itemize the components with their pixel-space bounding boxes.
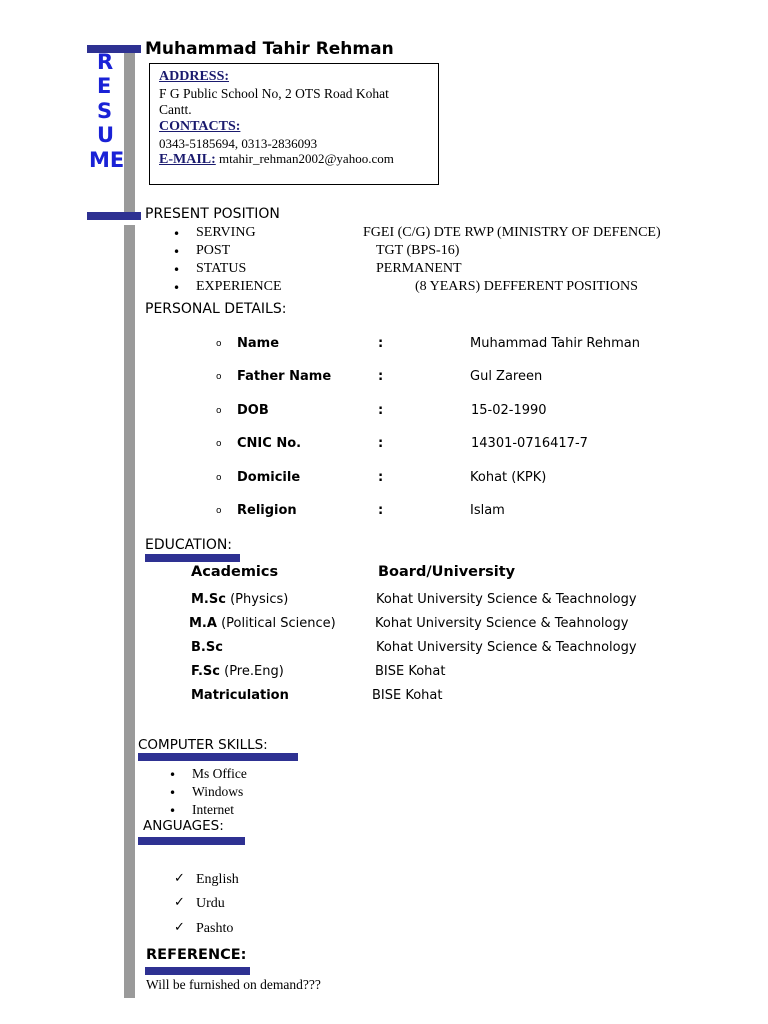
- bullet: •: [173, 263, 181, 277]
- resume-letter-u: U: [97, 123, 115, 147]
- education-board: BISE Kohat: [375, 664, 446, 679]
- phone-numbers: 0343-5185694, 0313-2836093: [159, 136, 318, 151]
- subject: (Pre.Eng): [224, 664, 284, 679]
- bullet: •: [173, 245, 181, 259]
- degree: M.Sc: [191, 592, 226, 607]
- circle-bullet: o: [216, 439, 222, 449]
- position-value-experience: (8 YEARS) DEFFERENT POSITIONS: [415, 279, 638, 294]
- personal-value: Kohat (KPK): [470, 470, 547, 485]
- personal-label: Name: [237, 336, 280, 351]
- reference-heading: REFERENCE:: [146, 947, 247, 963]
- education-row: [191, 664, 284, 679]
- address-line-1: F G Public School No, 2 OTS Road Kohat: [159, 86, 389, 101]
- education-col-academics: Academics: [191, 564, 279, 580]
- checkmark-icon: ✓: [174, 871, 185, 886]
- personal-row: [0, 369, 768, 389]
- personal-label: Religion: [237, 503, 297, 518]
- degree: M.A: [189, 616, 217, 631]
- candidate-name: Muhammad Tahir Rehman: [145, 39, 394, 59]
- education-accent-bar: [145, 554, 240, 562]
- skill-item: Internet: [192, 802, 234, 817]
- bullet: •: [169, 768, 177, 782]
- personal-value: 14301-0716417-7: [471, 436, 588, 451]
- resume-letter-e: E: [97, 74, 112, 98]
- position-label-serving: SERVING: [196, 225, 256, 240]
- bullet: •: [169, 786, 177, 800]
- education-board: Kohat University Science & Teahnology: [375, 616, 629, 631]
- checkmark-icon: ✓: [174, 920, 185, 935]
- personal-separator: :: [378, 503, 384, 518]
- education-col-board: Board/University: [378, 564, 516, 580]
- contacts-label: CONTACTS:: [159, 119, 241, 134]
- position-value-serving: FGEI (C/G) DTE RWP (MINISTRY OF DEFENCE): [363, 225, 661, 240]
- personal-details-heading: PERSONAL DETAILS:: [145, 301, 287, 317]
- position-label-experience: EXPERIENCE: [196, 279, 282, 294]
- personal-label: CNIC No.: [237, 436, 302, 451]
- subject: (Physics): [230, 592, 289, 607]
- education-row: [189, 616, 336, 631]
- personal-label: DOB: [237, 403, 269, 418]
- personal-label: Father Name: [237, 369, 332, 384]
- personal-value: Muhammad Tahir Rehman: [470, 336, 640, 351]
- email-line: [159, 151, 394, 168]
- email-label: E-MAIL:: [159, 152, 216, 167]
- circle-bullet: o: [216, 473, 222, 483]
- address-label: ADDRESS:: [159, 69, 230, 84]
- education-board: Kohat University Science & Teachnology: [376, 640, 637, 655]
- header-accent-bar: [87, 45, 141, 53]
- personal-row: [0, 470, 768, 490]
- skills-accent-bar: [138, 753, 298, 761]
- education-row: [191, 688, 289, 703]
- education-heading: EDUCATION:: [145, 537, 233, 553]
- circle-bullet: o: [216, 372, 222, 382]
- position-label-post: POST: [196, 243, 231, 258]
- computer-skills-heading: COMPUTER SKILLS:: [138, 737, 268, 751]
- personal-separator: :: [378, 470, 384, 485]
- present-position-heading: PRESENT POSITION: [145, 206, 280, 222]
- reference-accent-bar: [145, 967, 250, 975]
- personal-value: Islam: [470, 503, 505, 518]
- personal-label: Domicile: [237, 470, 301, 485]
- circle-bullet: o: [216, 506, 222, 516]
- education-board: Kohat University Science & Teachnology: [376, 592, 637, 607]
- position-value-post: TGT (BPS-16): [376, 243, 460, 258]
- personal-row: [0, 403, 768, 423]
- personal-row: [0, 436, 768, 456]
- language-item: Urdu: [196, 896, 225, 911]
- personal-value: Gul Zareen: [470, 369, 543, 384]
- position-label-status: STATUS: [196, 261, 247, 276]
- position-accent-bar: [87, 212, 141, 220]
- bullet: •: [173, 227, 181, 241]
- resume-letter-me: ME: [89, 148, 125, 172]
- languages-accent-bar: [138, 837, 245, 845]
- bullet: •: [169, 804, 177, 818]
- subject: (Political Science): [221, 616, 336, 631]
- circle-bullet: o: [216, 339, 222, 349]
- degree: Matriculation: [191, 688, 289, 703]
- degree: B.Sc: [191, 640, 223, 655]
- personal-value: 15-02-1990: [471, 403, 547, 418]
- reference-text: Will be furnished on demand???: [146, 977, 321, 992]
- degree: F.Sc: [191, 664, 220, 679]
- personal-separator: :: [378, 336, 384, 351]
- bullet: •: [173, 281, 181, 295]
- resume-letter-s: S: [97, 99, 113, 123]
- email-value[interactable]: mtahir_rehman2002@yahoo.com: [219, 151, 394, 166]
- checkmark-icon: ✓: [174, 895, 185, 910]
- personal-row: [0, 503, 768, 523]
- skill-item: Ms Office: [192, 766, 247, 781]
- language-item: Pashto: [196, 921, 234, 936]
- education-board: BISE Kohat: [372, 688, 443, 703]
- resume-letter-r: R: [97, 50, 114, 74]
- education-row: [191, 640, 223, 655]
- skill-item: Windows: [192, 784, 244, 799]
- left-gray-bar-top: [124, 45, 135, 212]
- circle-bullet: o: [216, 406, 222, 416]
- personal-separator: :: [378, 369, 384, 384]
- position-value-status: PERMANENT: [376, 261, 462, 276]
- address-line-2: Cantt.: [159, 102, 192, 117]
- personal-row: [0, 336, 768, 356]
- languages-heading: ANGUAGES:: [143, 818, 224, 833]
- education-row: [191, 592, 288, 607]
- personal-separator: :: [378, 436, 384, 451]
- language-item: English: [196, 872, 239, 887]
- personal-separator: :: [378, 403, 384, 418]
